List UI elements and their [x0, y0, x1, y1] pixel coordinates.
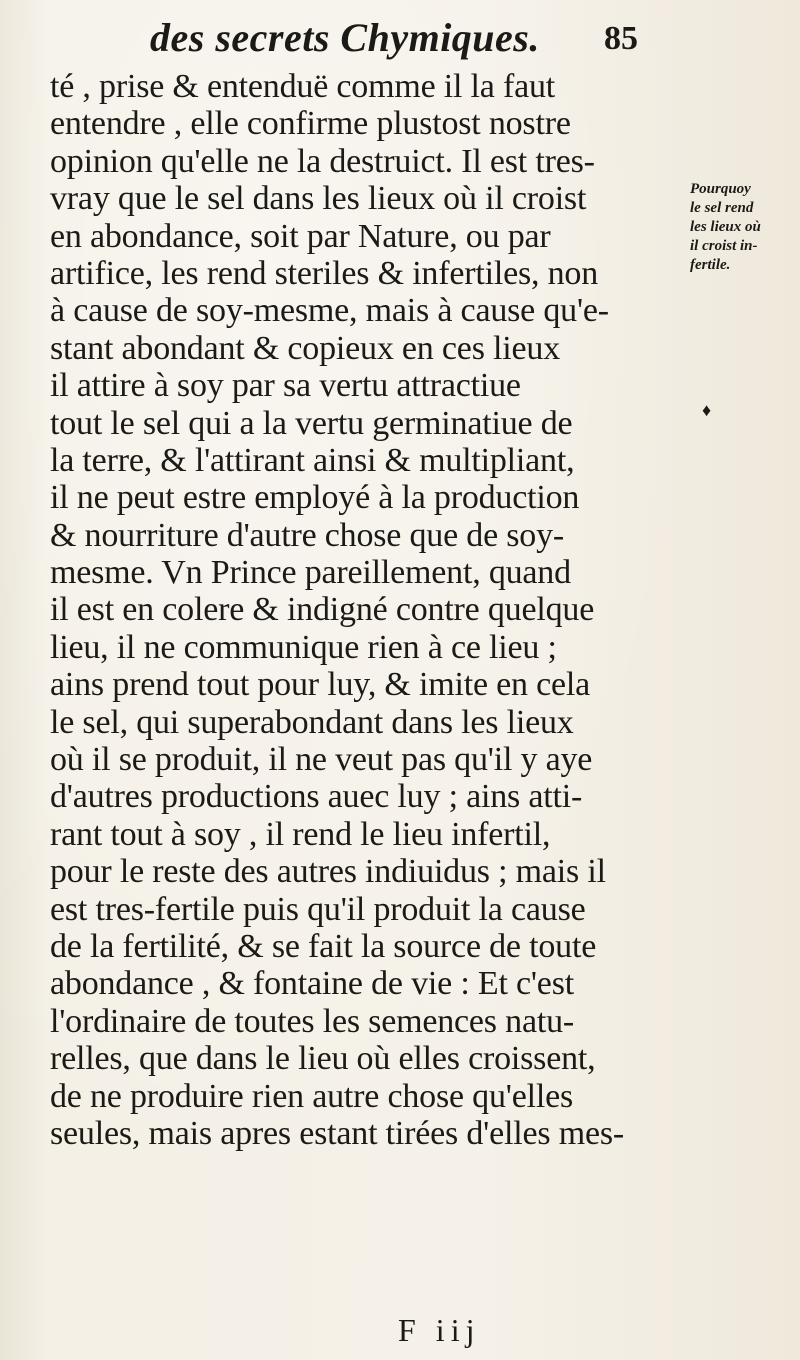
text-line: de la fertilité, & se fait la source de toute [50, 927, 597, 965]
text-line: entendre , elle confirme plustost nostre [50, 105, 571, 143]
text-line: il est en colere & indigné contre quelque [50, 591, 595, 629]
text-line: en abondance, soit par Nature, ou par [50, 217, 551, 255]
text-line: mesme. Vn Prince pareillement, quand [50, 554, 571, 592]
text-line: tout le sel qui a la vertu germinatiue de [50, 404, 573, 442]
margin-note [690, 180, 790, 275]
page-header [150, 14, 650, 64]
text-line: le sel, qui superabondant dans les lieux [50, 703, 574, 741]
signature-mark: F iij [398, 1312, 481, 1348]
text-line: l'ordinaire de toutes les semences natu- [50, 1002, 574, 1040]
text-line: est tres-fertile puis qu'il produit la cause [50, 890, 586, 928]
text-line: où il se produit, il ne veut pas qu'il y aye [50, 741, 593, 779]
text-line: relles, que dans le lieu où elles croissent, [50, 1040, 596, 1078]
margin-note-line: Pourquoy [690, 181, 751, 197]
text-line: de ne produire rien autre chose qu'elles [50, 1077, 574, 1115]
text-line: il ne peut estre employé à la production [50, 479, 580, 517]
text-line: stant abondant & copieux en ces lieux [50, 329, 561, 367]
margin-note-line: fertile. [690, 257, 731, 273]
text-line: vray que le sel dans les lieux où il croist [50, 180, 587, 218]
running-title: des secrets Chymiques. [150, 15, 540, 60]
margin-note-line: il croist in- [690, 238, 758, 254]
body-text [50, 68, 675, 1152]
text-line: artifice, les rend steriles & infertiles, non [50, 254, 599, 292]
text-line: pour le reste des autres indiuidus ; mais il [50, 853, 606, 891]
text-line: à cause de soy-mesme, mais à cause qu'e- [50, 292, 609, 330]
text-line: rant tout à soy , il rend le lieu infertil, [50, 815, 551, 853]
text-line: seules, mais apres estant tirées d'elles mes- [50, 1114, 624, 1152]
text-line: ains prend tout pour luy, & imite en cela [50, 666, 591, 704]
margin-note-line: les lieux où [690, 219, 761, 235]
page-number: 85 [604, 20, 638, 57]
text-line: d'autres productions auec luy ; ains atti- [50, 778, 583, 816]
margin-note-line: le sel rend [690, 200, 754, 216]
text-line: il attire à soy par sa vertu attractiue [50, 367, 521, 405]
text-line: la terre, & l'attirant ainsi & multipliant, [50, 441, 575, 479]
ink-mark-icon: ♦ [702, 400, 712, 420]
text-line: opinion qu'elle ne la destruict. Il est tres- [50, 142, 595, 180]
text-line: & nourriture d'autre chose que de soy- [50, 516, 565, 554]
text-line: té , prise & entenduë comme il la faut [50, 68, 556, 105]
text-line: abondance , & fontaine de vie : Et c'est [50, 965, 574, 1003]
text-line: lieu, il ne communique rien à ce lieu ; [50, 628, 557, 666]
